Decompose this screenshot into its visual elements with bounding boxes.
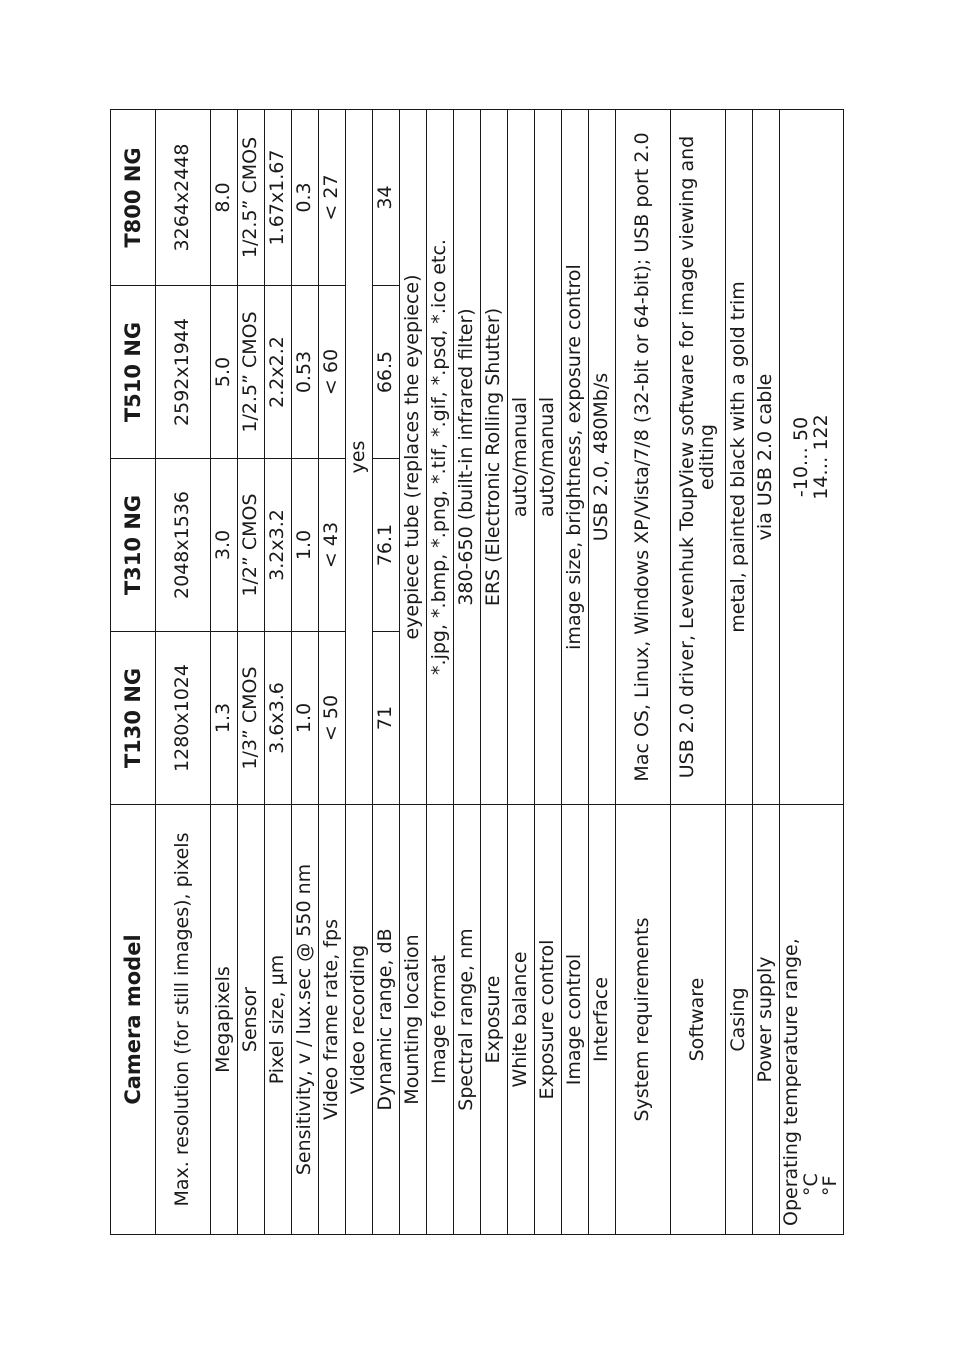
cell-value: eyepiece tube (replaces the eyepiece) bbox=[400, 110, 427, 805]
header-model-t310: T310 NG bbox=[111, 459, 156, 632]
row-video-recording bbox=[346, 110, 373, 1235]
cell-value: 1.67x1.67 bbox=[265, 110, 292, 286]
row-frame-rate bbox=[319, 110, 346, 1235]
cell-value: 5.0 bbox=[211, 286, 238, 459]
row-label: Exposure bbox=[481, 805, 508, 1235]
cell-value: 3.0 bbox=[211, 459, 238, 632]
cell-value: 8.0 bbox=[211, 110, 238, 286]
cell-value: 0.53 bbox=[292, 286, 319, 459]
header-model-t130: T130 NG bbox=[111, 632, 156, 805]
row-sensor bbox=[238, 110, 265, 1235]
cell-value: 71 bbox=[373, 632, 400, 805]
cell-value-temperature bbox=[780, 110, 844, 805]
row-white-balance bbox=[508, 110, 535, 1235]
row-label: Image control bbox=[562, 805, 589, 1235]
cell-value: 0.3 bbox=[292, 110, 319, 286]
cell-value: 3.6x3.6 bbox=[265, 632, 292, 805]
cell-value: 2592x1944 bbox=[156, 286, 211, 459]
row-megapixels bbox=[211, 110, 238, 1235]
row-pixel-size bbox=[265, 110, 292, 1235]
cell-value: 1/2.5” CMOS bbox=[238, 110, 265, 286]
temperature-value-c: -10… 50 bbox=[789, 416, 812, 498]
row-mounting bbox=[400, 110, 427, 1235]
row-label: Software bbox=[671, 805, 726, 1235]
row-label: Exposure control bbox=[535, 805, 562, 1235]
cell-value: 2048x1536 bbox=[156, 459, 211, 632]
cell-value: USB 2.0 driver, Levenhuk ToupView software for image viewing and editing bbox=[671, 110, 726, 805]
cell-value: 1.0 bbox=[292, 632, 319, 805]
cell-value: < 50 bbox=[319, 632, 346, 805]
header-model-t800: T800 NG bbox=[111, 110, 156, 286]
row-temperature bbox=[780, 110, 844, 1235]
cell-value: ERS (Electronic Rolling Shutter) bbox=[481, 110, 508, 805]
temperature-value-f: 14… 122 bbox=[809, 414, 832, 500]
row-label: System requirements bbox=[616, 805, 671, 1235]
row-label: Video frame rate, fps bbox=[319, 805, 346, 1235]
row-label: Interface bbox=[589, 805, 616, 1235]
row-label: Sensitivity, v / lux.sec @ 550 nm bbox=[292, 805, 319, 1235]
cell-value: Mac OS, Linux, Windows XP/Vista/7/8 (32-bit or 64-bit); USB port 2.0 bbox=[616, 110, 671, 805]
cell-value: 1280x1024 bbox=[156, 632, 211, 805]
row-power-supply bbox=[753, 110, 780, 1235]
cell-value: *.jpg, *.bmp, *.png, *.tif, *.gif, *.psd, *.ico etc. bbox=[427, 110, 454, 805]
cell-value: 1/3” CMOS bbox=[238, 632, 265, 805]
row-image-format bbox=[427, 110, 454, 1235]
row-resolution bbox=[156, 110, 211, 1235]
temperature-label: Operating temperature range, bbox=[779, 938, 802, 1226]
row-image-control bbox=[562, 110, 589, 1235]
row-label: Video recording bbox=[346, 805, 373, 1235]
cell-value: USB 2.0, 480Mb/s bbox=[589, 110, 616, 805]
row-label: Sensor bbox=[238, 805, 265, 1235]
cell-value: 1.3 bbox=[211, 632, 238, 805]
row-label: Image format bbox=[427, 805, 454, 1235]
rotated-spec-sheet bbox=[110, 110, 844, 1235]
cell-value: 66.5 bbox=[373, 286, 400, 459]
row-label-temperature bbox=[780, 805, 844, 1235]
cell-value: auto/manual bbox=[535, 110, 562, 805]
row-casing bbox=[726, 110, 753, 1235]
cell-value: < 60 bbox=[319, 286, 346, 459]
cell-value: 3.2x3.2 bbox=[265, 459, 292, 632]
cell-value: 380-650 (built-in infrared filter) bbox=[454, 110, 481, 805]
header-label: Camera model bbox=[111, 805, 156, 1235]
temperature-unit-c: °C bbox=[799, 1173, 822, 1196]
cell-value: < 27 bbox=[319, 110, 346, 286]
row-exposure-control bbox=[535, 110, 562, 1235]
header-model-t510: T510 NG bbox=[111, 286, 156, 459]
row-exposure bbox=[481, 110, 508, 1235]
row-label: Mounting location bbox=[400, 805, 427, 1235]
cell-value: image size, brightness, exposure control bbox=[562, 110, 589, 805]
cell-value: < 43 bbox=[319, 459, 346, 632]
row-label: Max. resolution (for still images), pixels bbox=[156, 805, 211, 1235]
row-software bbox=[671, 110, 726, 1235]
cell-value: 1/2” CMOS bbox=[238, 459, 265, 632]
row-label: Dynamic range, dB bbox=[373, 805, 400, 1235]
row-interface bbox=[589, 110, 616, 1235]
row-spectral-range bbox=[454, 110, 481, 1235]
header-row bbox=[111, 110, 156, 1235]
row-label: Megapixels bbox=[211, 805, 238, 1235]
cell-value: 34 bbox=[373, 110, 400, 286]
cell-value: yes bbox=[346, 110, 373, 805]
cell-value: 76.1 bbox=[373, 459, 400, 632]
row-label: Pixel size, µm bbox=[265, 805, 292, 1235]
row-sensitivity bbox=[292, 110, 319, 1235]
row-label: Casing bbox=[726, 805, 753, 1235]
cell-value: auto/manual bbox=[508, 110, 535, 805]
cell-value: 1/2.5” CMOS bbox=[238, 286, 265, 459]
cell-value: 3264x2448 bbox=[156, 110, 211, 286]
spec-table bbox=[110, 109, 844, 1235]
row-dynamic-range bbox=[373, 110, 400, 1235]
row-label: Power supply bbox=[753, 805, 780, 1235]
cell-value: metal, painted black with a gold trim bbox=[726, 110, 753, 805]
temperature-unit-f: °F bbox=[819, 1175, 842, 1196]
cell-value: 1.0 bbox=[292, 459, 319, 632]
cell-value: 2.2x2.2 bbox=[265, 286, 292, 459]
row-label: White balance bbox=[508, 805, 535, 1235]
row-label: Spectral range, nm bbox=[454, 805, 481, 1235]
row-system-requirements bbox=[616, 110, 671, 1235]
cell-value: via USB 2.0 cable bbox=[753, 110, 780, 805]
